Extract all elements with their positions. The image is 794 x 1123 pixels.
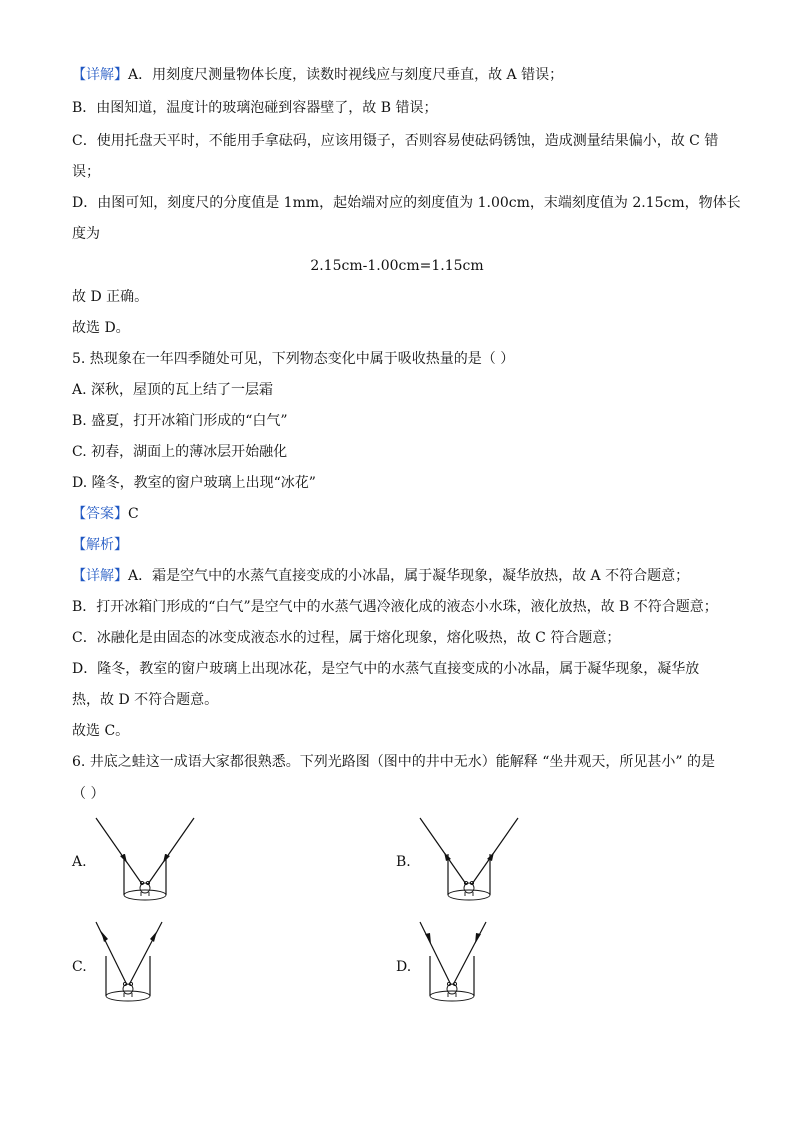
q4-line-d1: D．由图可知，刻度尺的分度值是 1mm，起始端对应的刻度值为 1.00cm，末端刻度值为 2.15cm，物体长 xyxy=(72,195,741,211)
q4-formula: 2.15cm-1.00cm=1.15cm xyxy=(310,258,484,274)
q6-option-label-d: D. xyxy=(396,959,412,975)
q5-option-a: A. 深秋，屋顶的瓦上结了一层霜 xyxy=(72,382,274,398)
q6-option-label-b: B. xyxy=(396,854,411,870)
q5-answer xyxy=(72,505,139,523)
q5-option-b: B. 盛夏，打开冰箱门形成的“白气” xyxy=(72,413,288,429)
arrow-icon xyxy=(101,931,108,942)
q5-line-d1: D．隆冬，教室的窗户玻璃上出现冰花，是空气中的水蒸气直接变成的小冰晶，属于凝华现象，凝华放 xyxy=(72,661,700,677)
q6-option-label-a: A. xyxy=(72,854,87,870)
well-diagram-b xyxy=(414,812,524,912)
well-diagram-c xyxy=(90,916,200,1016)
q6-option-label-c: C. xyxy=(72,959,87,975)
detail-tag: 【详解】 xyxy=(72,67,128,83)
q4-line-c1: C．使用托盘天平时，不能用手拿砝码，应该用镊子，否则容易使砝码锈蚀，造成测量结果偏小，故 C 错 xyxy=(72,133,719,149)
q5-line-b: B．打开冰箱门形成的“白气”是空气中的水蒸气遇冷液化成的液态小水珠，液化放热，故 B 不符合题意； xyxy=(72,599,718,615)
q6-stem-line2: （ ） xyxy=(72,786,105,802)
well-diagram-a xyxy=(90,812,200,912)
q5-line-c: C．冰融化是由固态的冰变成液态水的过程，属于熔化现象，熔化吸热，故 C 符合题意； xyxy=(72,630,621,646)
q4-line-d3: 故 D 正确。 xyxy=(72,289,149,305)
q5-line-a: 【详解】A．霜是空气中的水蒸气直接变成的小冰晶，属于凝华现象，凝华放热，故 A 不符合题意； xyxy=(72,568,690,584)
q5-stem: 5. 热现象在一年四季随处可见，下列物态变化中属于吸收热量的是（ ） xyxy=(72,351,515,367)
answer-tag: 【答案】 xyxy=(72,506,128,522)
q4-line-a: 【详解】A．用刻度尺测量物体长度，读数时视线应与刻度尺垂直，故 A 错误； xyxy=(72,67,564,83)
arrow-icon xyxy=(475,933,481,944)
q4-line-c2: 误； xyxy=(72,164,100,180)
q5-analysis-tag: 【解析】 xyxy=(72,537,128,553)
light-rays xyxy=(96,818,194,884)
arrow-icon xyxy=(487,852,494,861)
q4-line-b: B．由图知道，温度计的玻璃泡碰到容器壁了，故 B 错误； xyxy=(72,100,438,116)
detail-tag: 【详解】 xyxy=(72,568,128,584)
frog-icon xyxy=(447,982,457,997)
arrow-icon xyxy=(444,852,451,861)
well-diagram-d xyxy=(414,916,524,1016)
arrow-icon xyxy=(150,931,157,942)
q5-option-d: D. 隆冬，教室的窗户玻璃上出现“冰花” xyxy=(72,475,316,491)
answer-value: C xyxy=(128,506,139,522)
q4-choice: 故选 D。 xyxy=(72,320,130,336)
frog-icon xyxy=(123,982,133,997)
q5-option-c: C. 初春，湖面上的薄冰层开始融化 xyxy=(72,444,288,460)
q4-line-d2: 度为 xyxy=(72,226,100,242)
q5-line-d2: 热，故 D 不符合题意。 xyxy=(72,692,219,708)
light-rays xyxy=(420,818,518,884)
arrow-icon xyxy=(425,933,431,944)
q5-choice: 故选 C。 xyxy=(72,723,130,739)
q6-stem-line1: 6. 井底之蛙这一成语大家都很熟悉。下列光路图（图中的井中无水）能解释 “坐井观天，所见甚小” 的是 xyxy=(72,754,716,770)
